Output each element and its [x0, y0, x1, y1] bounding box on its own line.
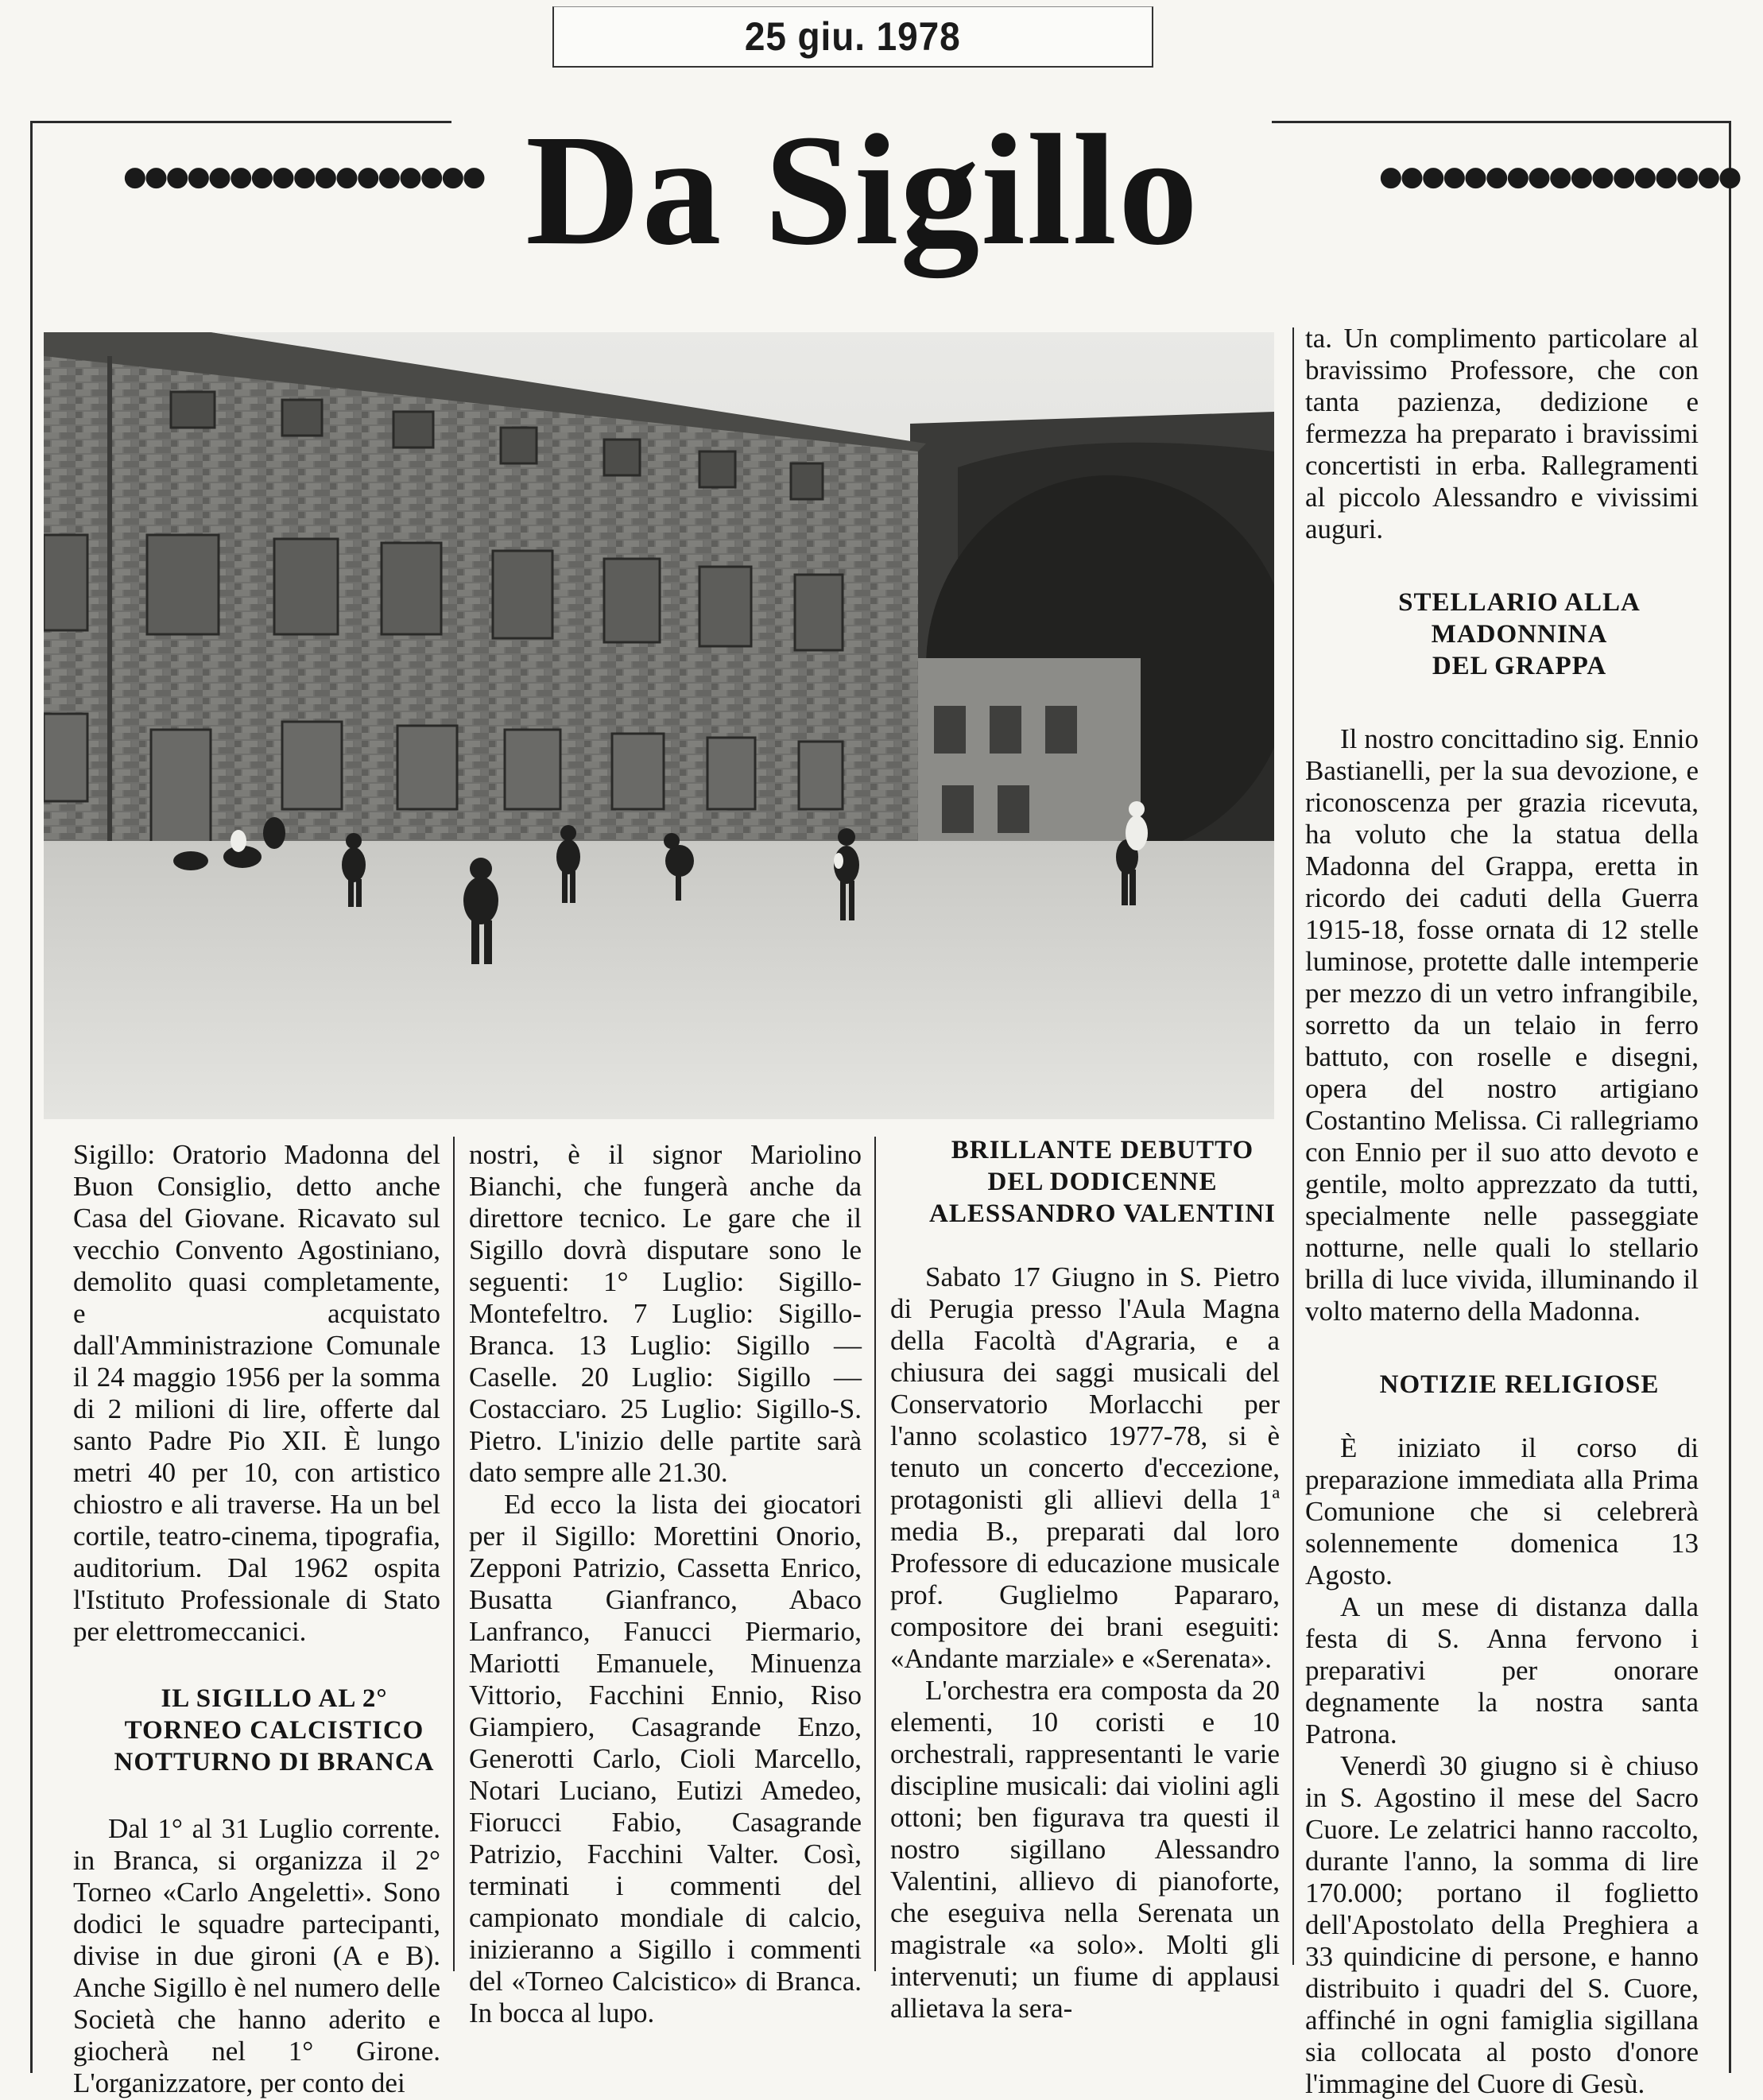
- column-rule-1: [453, 1137, 455, 1971]
- stellario-headline-1: STELLARIO ALLA: [1398, 588, 1641, 617]
- column-4: [1305, 323, 1699, 2100]
- column-3: [890, 1134, 1280, 2024]
- torneo-headline-1: IL SIGILLO AL 2°: [161, 1684, 388, 1713]
- date-label-box: [552, 6, 1153, 68]
- courtyard-photo: [44, 332, 1274, 1119]
- top-rule-right: [1272, 121, 1731, 123]
- torneo-paragraph-1: Dal 1° al 31 Luglio corrente. in Branca, si organizza il 2° Torneo «Carlo Angeletti». Sono dodici le squadre partecipanti, divise in due gironi (A e B). Anche Sigillo è nel numero delle Società che hanno aderito e giocherà nel 1° Girone. L'organizzatore, per conto dei: [73, 1813, 440, 2098]
- notizie-headline: NOTIZIE RELIGIOSE: [1379, 1370, 1660, 1399]
- torneo-paragraph-1-continued: nostri, è il signor Mariolino Bianchi, che fungerà anche da direttore tecnico. Le gare che il Sigillo dovrà disputare sono le seguenti: 1° Luglio: Sigillo-Montefeltro. 7 Luglio: Sigillo-Branca. 13 Luglio: Sigillo — Caselle. 20 Luglio: Sigillo — Costacciaro. 25 Luglio: Sigillo-S. Pietro. L'inizio delle partite sarà dato sempre alle 21.30.: [469, 1139, 862, 1488]
- debutto-headline-1: BRILLANTE DEBUTTO: [951, 1136, 1254, 1164]
- column-rule-2: [874, 1137, 876, 1971]
- notizie-paragraph-2: A un mese di distanza dalla festa di S. Anna fervono i preparativi per onorare degnamente la nostra santa Patrona.: [1305, 1591, 1699, 1749]
- stellario-paragraph-1: Il nostro concittadino sig. Ennio Bastianelli, per la sua devozione, e riconoscenza per grazia ricevuta, ha voluto che la statua della Madonna del Grappa, eretta in ricordo dei caduti della Guerra 1915-18, fosse ornata di 12 stelle luminose, protette dalle intemperie per mezzo di un vetro infrangibile, sorretto da un telaio in ferro battuto, con roselle e disegni, opera del nostro artigiano Costantino Melissa. Ci rallegriamo con Ennio per il suo atto devoto e gentile, molto apprezzato da tutti, specialmente nelle passeggiate notturne, nelle quali lo stellario brilla di luce vivida, illuminando il volto materno della Madonna.: [1305, 723, 1699, 1327]
- column-rule-3: [1292, 327, 1294, 1965]
- ornament-right: ●●●●●●●●●●●●●●●●●: [1379, 161, 1740, 192]
- debutto-paragraph-1: Sabato 17 Giugno in S. Pietro di Perugia presso l'Aula Magna della Facoltà d'Agraria, e a chiusura dei saggi musicali del Conservatorio Morlacchi per l'anno scolastico 1977-78, si è tenuto un concerto d'eccezione, protagonisti gli allievi della 1ª media B., preparati dal loro Professore di educazione musicale prof. Guglielmo Papararo, compositore dei brani eseguiti: «Andante marziale» e «Serenata».: [890, 1261, 1280, 1674]
- stellario-headline-2: MADONNINA: [1431, 620, 1608, 649]
- top-rule-left: [30, 121, 451, 123]
- masthead-title: Da Sigillo: [525, 103, 1199, 278]
- debutto-headline-2: DEL DODICENNE: [987, 1168, 1218, 1196]
- notizie-paragraph-3: Venerdì 30 giugno si è chiuso in S. Agostino il mese del Sacro Cuore. Le zelatrici hanno raccolto, durante l'anno, la somma di lire 170.000; portano il foglietto dell'Apostolato della Preghiera a 33 quindicine di persone, e hanno distribuito i quadri del S. Cuore, affinché in ogni famiglia sigillana sia collocata al posto d'onore l'immagine del Cuore di Gesù.: [1305, 1750, 1699, 2099]
- torneo-headline-3: NOTTURNO DI BRANCA: [114, 1748, 435, 1776]
- stellario-headline-3: DEL GRAPPA: [1432, 652, 1607, 680]
- courtyard-photo-image: [44, 332, 1274, 1119]
- column-1: [73, 1139, 440, 2099]
- column-2: [469, 1139, 862, 2029]
- date-label: 25 giu. 1978: [745, 14, 961, 59]
- torneo-paragraph-2: Ed ecco la lista dei giocatori per il Sigillo: Morettini Onorio, Zepponi Patrizio, Cassetta Enrico, Busatta Gianfranco, Abaco Lanfranco, Fanucci Piermario, Mariotti Emanuele, Minuenza Vittorio, Facchini Ennio, Riso Giampiero, Casagrande Enzo, Generotti Carlo, Cioli Marcello, Notari Luciano, Eutizi Amedeo, Fiorucci Fabio, Casagrande Patrizio, Facchini Valter. Così, terminati i commenti del campionato mondiale di calcio, inizieranno a Sigillo i commenti del «Torneo Calcistico» di Branca. In bocca al lupo.: [469, 1489, 862, 2028]
- photo-caption: Sigillo: Oratorio Madonna del Buon Consiglio, detto anche Casa del Giovane. Ricavato sul vecchio Convento Agostiniano, demolito quasi completamente, e acquistato dall'Amministrazione Comunale il 24 maggio 1956 per la somma di 2 milioni di lire, offerte dal santo Padre Pio XII. È lungo metri 40 per 10, con artistico chiostro e ali traverse. Ha un bel cortile, teatro-cinema, tipografia, auditorium. Dal 1962 ospita l'Istituto Professionale di Stato per elettromeccanici.: [73, 1139, 440, 1647]
- debutto-headline-3: ALESSANDRO VALENTINI: [929, 1199, 1276, 1228]
- torneo-headline-2: TORNEO CALCISTICO: [124, 1716, 424, 1745]
- notizie-paragraph-1: È iniziato il corso di preparazione immediata alla Prima Comunione che si celebrerà solennemente domenica 13 Agosto.: [1305, 1432, 1699, 1590]
- debutto-paragraph-2: L'orchestra era composta da 20 elementi, 10 coristi e 10 orchestrali, rappresentanti le varie discipline musicali: dai violini agli ottoni; ben figurava tra questi il nostro sigillano Alessandro Valentini, allievo di pianoforte, che eseguiva nella Serenata un magistrale «a solo». Molti gli intervenuti; un fiume di applausi allietava la sera-: [890, 1675, 1280, 2024]
- ornament-left: ●●●●●●●●●●●●●●●●●: [123, 161, 484, 192]
- debutto-paragraph-2-continued: ta. Un complimento particolare al bravissimo Professore, che con tanta pazienza, dedizione e fermezza ha preparato i bravissimi concertisti in erba. Rallegramenti al piccolo Alessandro e vivissimi auguri.: [1305, 323, 1699, 544]
